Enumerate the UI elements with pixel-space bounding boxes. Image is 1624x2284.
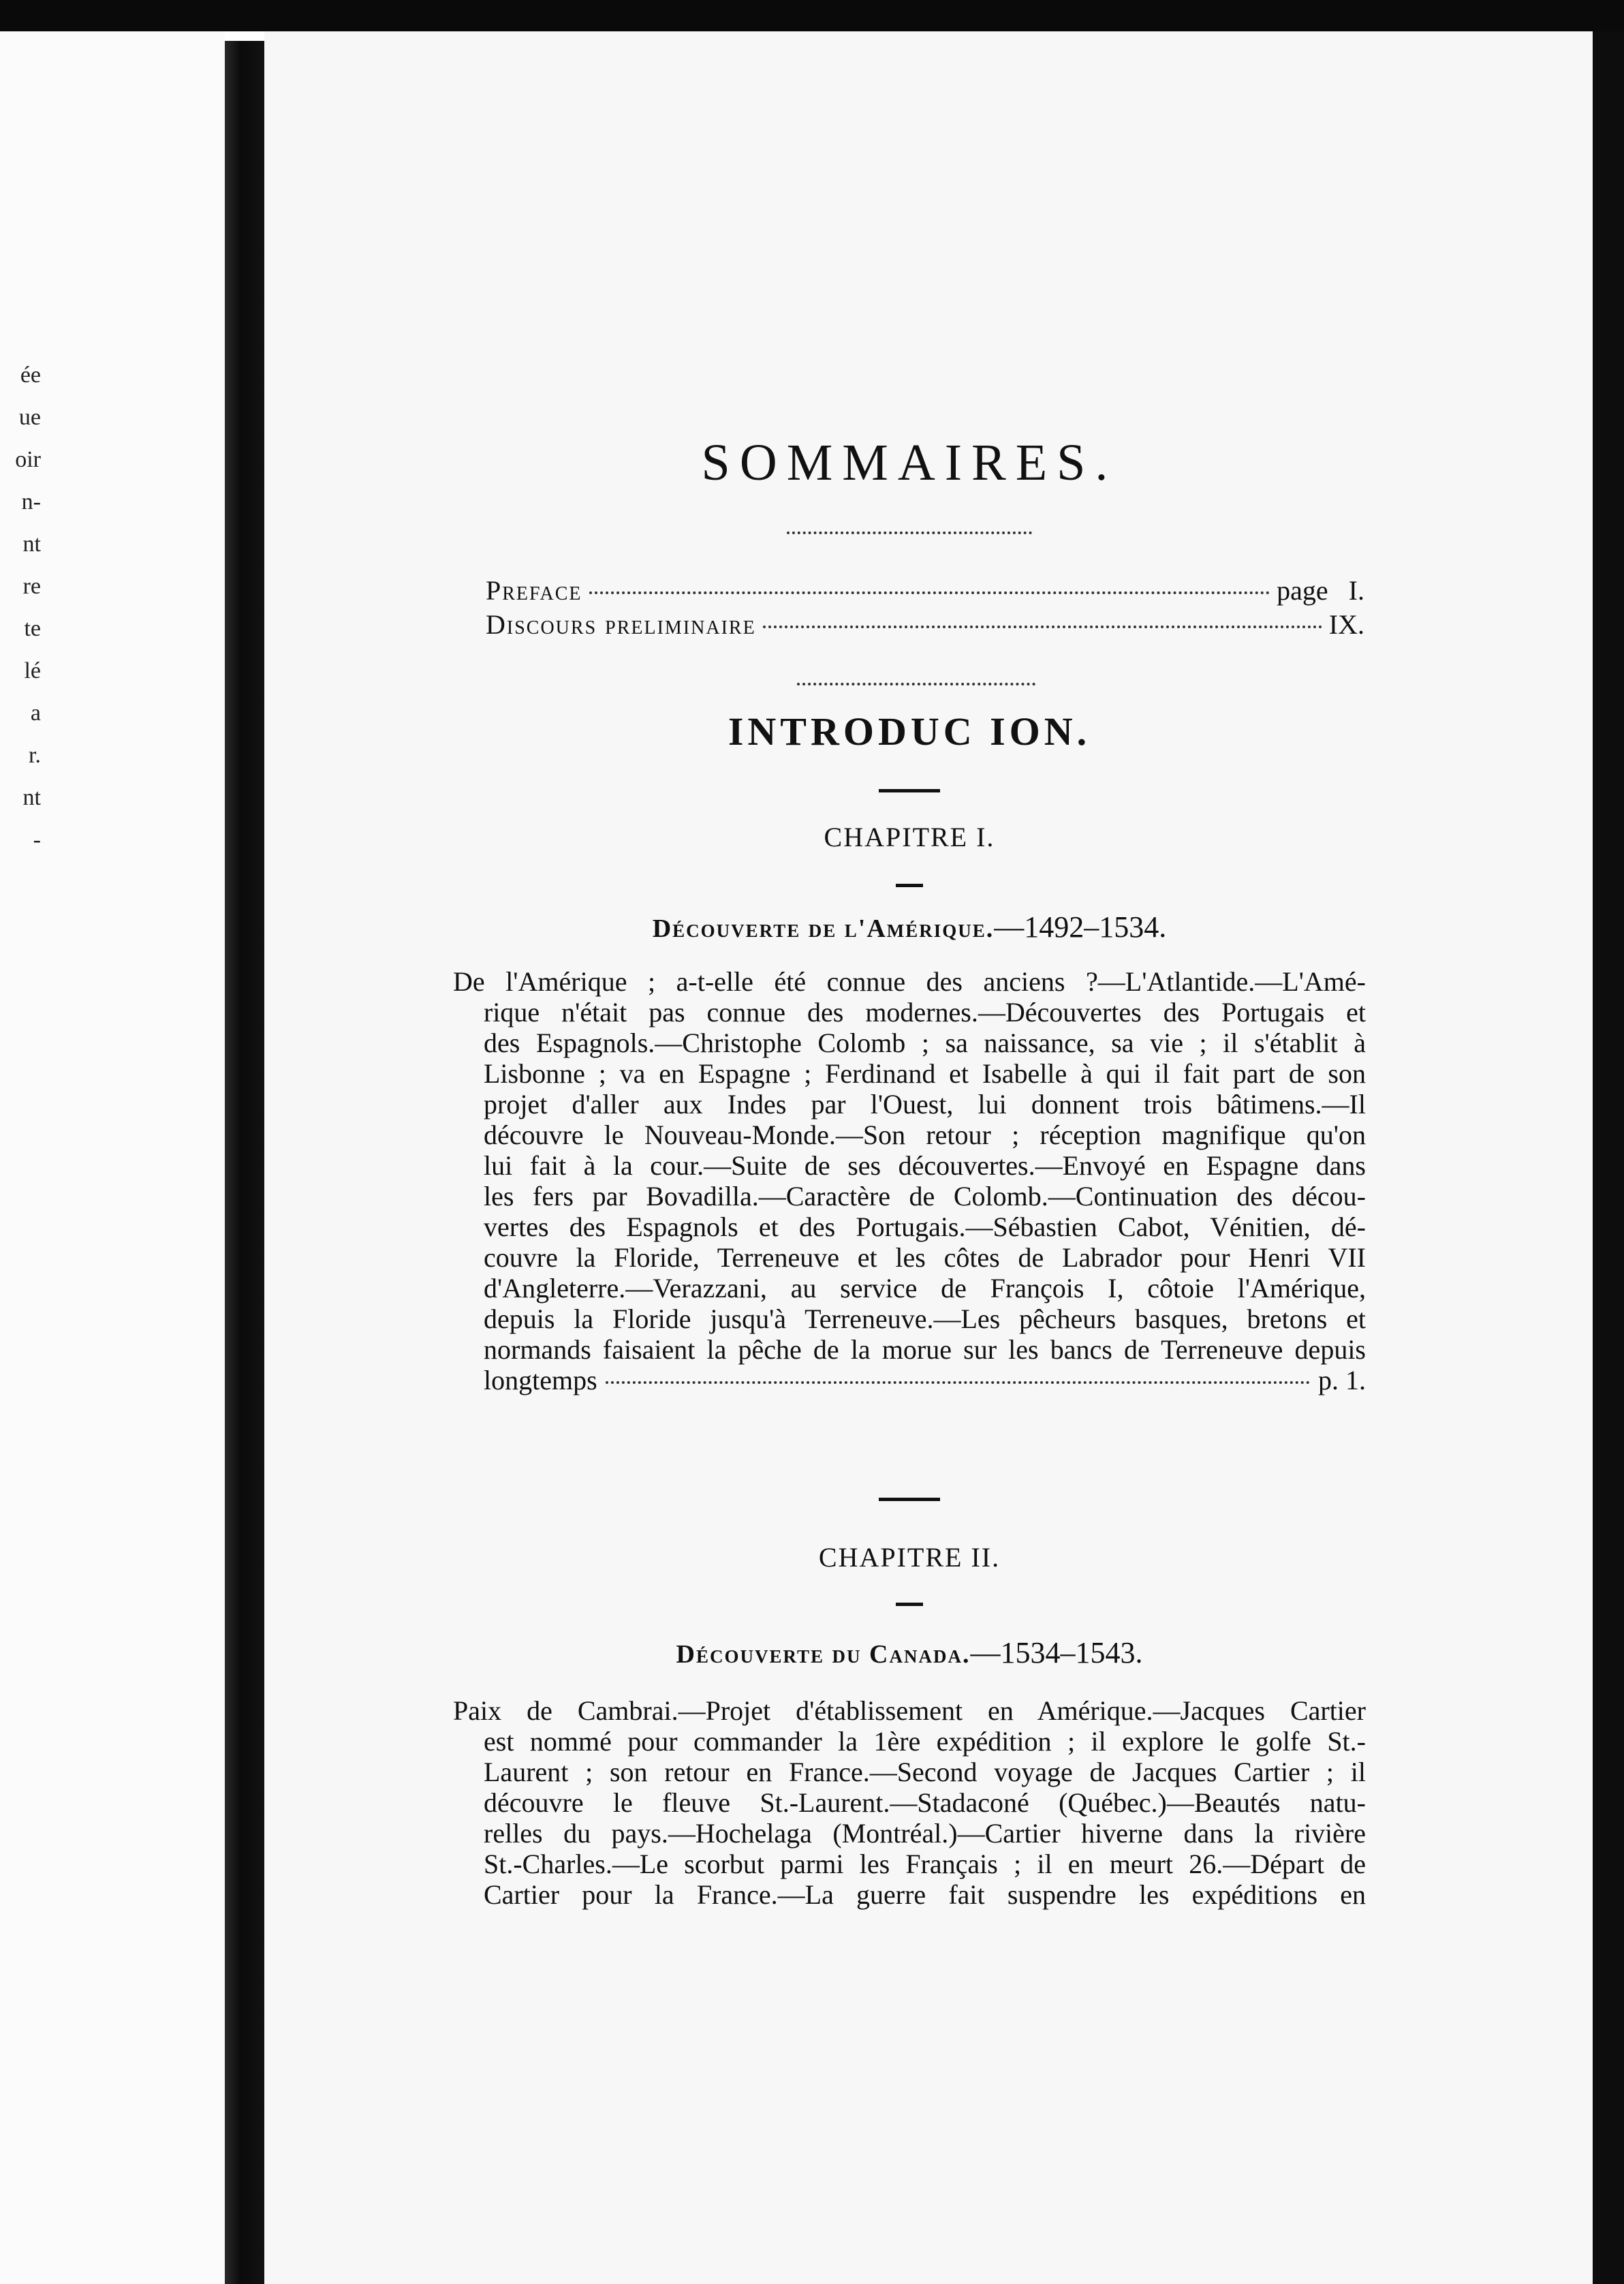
chapter-2-subtitle: Découverte du Canada.—1534–1543. (676, 1636, 1143, 1669)
facing-line: r. (29, 743, 41, 768)
short-rule (879, 1498, 940, 1501)
summary-line: les fers par Bovadilla.—Caractère de Colomb.—Continuation des décou- (484, 1181, 1366, 1212)
summary-line: Paix de Cambrai.—Projet d'établissement en Amérique.—Jacques Cartier (453, 1695, 1366, 1726)
facing-line: nt (22, 785, 41, 810)
book-gutter (225, 41, 264, 2284)
facing-line: lé (24, 658, 41, 683)
short-rule (879, 789, 940, 792)
summary-line: est nommé pour commander la 1ère expédition ; il explore le golfe St.- (484, 1726, 1366, 1757)
short-rule (896, 884, 923, 887)
summary-line: couvre la Floride, Terreneuve et les côtes de Labrador pour Henri VII (484, 1242, 1366, 1273)
facing-line: ée (20, 362, 41, 388)
summary-line: normands faisaient la pêche de la morue sur les bancs de Terreneuve depuis (484, 1334, 1366, 1365)
summary-last-line: longtemps p. 1. (484, 1365, 1366, 1395)
facing-line: nt (22, 531, 41, 557)
chapter-2-summary (453, 1695, 1366, 1910)
summary-line: découvre le Nouveau-Monde.—Son retour ; réception magnifique qu'on (484, 1120, 1366, 1150)
toc-entry-discours (486, 608, 1364, 641)
chapter-1-summary (453, 966, 1366, 1395)
summary-line: depuis la Floride jusqu'à Terreneuve.—Les pêcheurs basques, bretons et (484, 1303, 1366, 1334)
dot-leader (606, 1381, 1310, 1384)
summary-line: Laurent ; son retour en France.—Second voyage de Jacques Cartier ; il (484, 1757, 1366, 1787)
toc-entry-preface (486, 574, 1364, 606)
facing-line: oir (15, 447, 41, 472)
summary-line: lui fait à la cour.—Suite de ses découvertes.—Envoyé en Espagne dans (484, 1150, 1366, 1181)
facing-line: ue (18, 405, 41, 430)
summary-line: Cartier pour la France.—La guerre fait suspendre les expéditions en (484, 1879, 1366, 1910)
summary-line: St.-Charles.—Le scorbut parmi les Français ; il en meurt 26.—Départ de (484, 1849, 1366, 1879)
scan-top-border (0, 0, 1624, 31)
chapter-2-number: CHAPITRE II. (818, 1542, 1001, 1573)
toc-label: Discours preliminaire (486, 609, 756, 640)
summary-line: De l'Amérique ; a-t-elle été connue des anciens ?—L'Atlantide.—L'Amé- (453, 966, 1366, 997)
page-title: SOMMAIRES. (701, 434, 1118, 491)
summary-line: projet d'aller aux Indes par l'Ouest, lui donnent trois bâtimens.—Il (484, 1089, 1366, 1120)
page-reference: p. 1. (1318, 1365, 1366, 1395)
facing-line: re (22, 574, 41, 599)
summary-line: rique n'était pas connue des modernes.—Découvertes des Portugais et (484, 997, 1366, 1028)
facing-line: te (24, 616, 41, 641)
facing-line: a (30, 700, 41, 726)
chapter-1-subtitle: Découverte de l'Amérique.—1492–1534. (652, 910, 1167, 944)
section-heading: INTRODUC ION. (728, 709, 1091, 754)
toc-page: page I. (1277, 575, 1364, 606)
toc-page: IX. (1328, 609, 1364, 640)
short-rule (896, 1603, 923, 1606)
dot-leader (589, 591, 1270, 594)
summary-line: découvre le fleuve St.-Laurent.—Stadaconé (Québec.)—Beautés natu- (484, 1787, 1366, 1818)
summary-line: Lisbonne ; va en Espagne ; Ferdinand et Isabelle à qui il fait part de son (484, 1058, 1366, 1089)
facing-line: - (33, 827, 41, 852)
summary-line: d'Angleterre.—Verazzani, au service de François I, côtoie l'Amérique, (484, 1273, 1366, 1303)
dotted-divider (797, 683, 1035, 685)
facing-page-text (0, 354, 41, 861)
facing-line: n- (21, 489, 41, 514)
summary-line: des Espagnols.—Christophe Colomb ; sa naissance, sa vie ; il s'établit à (484, 1028, 1366, 1058)
summary-line: relles du pays.—Hochelaga (Montréal.)—Cartier hiverne dans la rivière (484, 1818, 1366, 1849)
toc-label: Preface (486, 575, 582, 606)
scan-right-border (1593, 31, 1624, 2284)
dotted-divider (787, 531, 1032, 534)
summary-line: vertes des Espagnols et des Portugais.—Sébastien Cabot, Vénitien, dé- (484, 1212, 1366, 1242)
dot-leader (763, 626, 1322, 628)
chapter-1-number: CHAPITRE I. (824, 822, 995, 852)
